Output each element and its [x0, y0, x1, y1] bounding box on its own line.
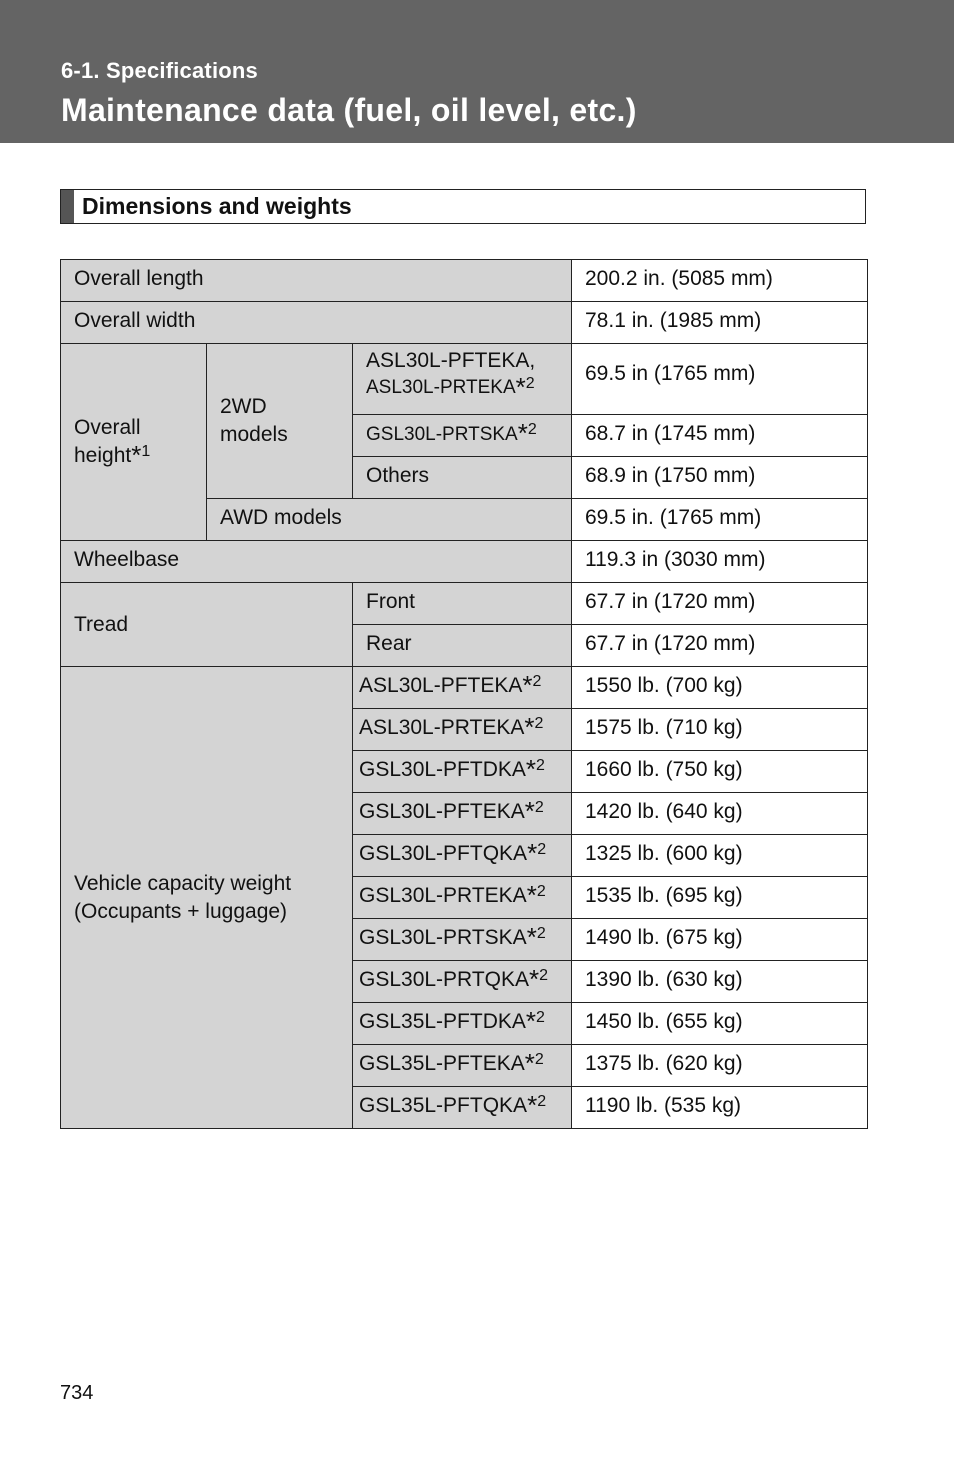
footnote-number: 2 — [525, 375, 535, 392]
model-code: GSL30L-PFTEKA — [359, 800, 525, 823]
capacity-weight-label — [61, 667, 353, 1129]
capacity-model-cell — [353, 709, 572, 751]
footnote-number: 2 — [537, 1093, 547, 1110]
footnote-number: 2 — [536, 1009, 545, 1026]
footnote-number: 1 — [141, 443, 151, 460]
model-code: GSL30L-PRTQKA — [359, 968, 530, 991]
footnote-mark: * — [526, 880, 537, 910]
height-model-cell — [353, 415, 572, 457]
awd-label: AWD models — [207, 499, 572, 541]
footnote-number: 2 — [536, 883, 546, 900]
table-row — [61, 344, 868, 415]
height-model-cell: Others — [353, 457, 572, 499]
capacity-value: 1325 lb. (600 kg) — [572, 835, 868, 877]
capacity-value: 1375 lb. (620 kg) — [572, 1045, 868, 1087]
footnote-mark: * — [517, 418, 528, 448]
footnote-mark: * — [525, 754, 537, 784]
two-wd-label: 2WD models — [207, 344, 353, 499]
footnote-number: 2 — [534, 715, 544, 732]
capacity-label-line2: (Occupants + luggage) — [74, 899, 288, 923]
capacity-value: 1535 lb. (695 kg) — [572, 877, 868, 919]
model-code: GSL35L-PFTQKA — [359, 1094, 528, 1117]
footnote-number: 2 — [536, 757, 545, 774]
height-value: 69.5 in (1765 mm) — [572, 344, 868, 415]
footnote-mark: * — [524, 712, 535, 742]
capacity-value: 1420 lb. (640 kg) — [572, 793, 868, 835]
dimensions-table — [60, 259, 868, 1129]
section-number: 6-1. Specifications — [61, 58, 258, 83]
model-code: ASL30L-PRTEKA — [359, 716, 525, 739]
footnote-number: 2 — [534, 799, 544, 816]
footnote-mark: * — [522, 670, 533, 700]
footnote-mark: * — [525, 1006, 537, 1036]
overall-length-value: 200.2 in. (5085 mm) — [572, 260, 868, 302]
tread-front-label: Front — [353, 583, 572, 625]
subheading-bar — [61, 190, 74, 223]
footnote-mark: * — [529, 964, 540, 994]
capacity-model-cell — [353, 877, 572, 919]
capacity-model-cell — [353, 919, 572, 961]
footnote-mark: * — [524, 1048, 535, 1078]
footnote-number: 2 — [537, 841, 547, 858]
model-code: ASL30L-PFTEKA, — [366, 349, 536, 372]
capacity-value: 1390 lb. (630 kg) — [572, 961, 868, 1003]
overall-height-text: Overall height — [74, 416, 141, 467]
height-model-cell — [353, 344, 572, 415]
model-code: ASL30L-PRTEKA — [366, 377, 516, 398]
height-value: 68.9 in (1750 mm) — [572, 457, 868, 499]
subheading-box — [60, 189, 866, 224]
capacity-value: 1490 lb. (675 kg) — [572, 919, 868, 961]
table-row — [61, 583, 868, 625]
capacity-model-cell — [353, 1003, 572, 1045]
table-row — [61, 302, 868, 344]
overall-length-label: Overall length — [61, 260, 572, 302]
tread-label: Tread — [61, 583, 353, 667]
page-title: Maintenance data (fuel, oil level, etc.) — [61, 92, 637, 128]
footnote-number: 2 — [534, 1051, 544, 1068]
footnote-mark: * — [131, 440, 142, 470]
capacity-value: 1550 lb. (700 kg) — [572, 667, 868, 709]
capacity-value: 1660 lb. (750 kg) — [572, 751, 868, 793]
capacity-value: 1190 lb. (535 kg) — [572, 1087, 868, 1129]
footnote-number: 2 — [536, 925, 546, 942]
wheelbase-value: 119.3 in (3030 mm) — [572, 541, 868, 583]
overall-width-label: Overall width — [61, 302, 572, 344]
capacity-label-line1: Vehicle capacity weight — [74, 871, 292, 895]
tread-rear-value: 67.7 in (1720 mm) — [572, 625, 868, 667]
model-code: GSL35L-PFTEKA — [359, 1052, 525, 1075]
subheading-title: Dimensions and weights — [82, 193, 352, 219]
capacity-value: 1575 lb. (710 kg) — [572, 709, 868, 751]
overall-height-label — [61, 344, 207, 541]
footnote-number: 2 — [539, 967, 549, 984]
model-code: GSL30L-PRTSKA — [366, 424, 518, 445]
height-value: 68.7 in (1745 mm) — [572, 415, 868, 457]
table-row — [61, 541, 868, 583]
overall-width-value: 78.1 in. (1985 mm) — [572, 302, 868, 344]
model-code: GSL30L-PRTSKA — [359, 926, 527, 949]
table-row — [61, 260, 868, 302]
footnote-mark: * — [515, 372, 526, 402]
capacity-model-cell — [353, 751, 572, 793]
page-number: 734 — [60, 1382, 94, 1404]
footnote-mark: * — [527, 838, 538, 868]
capacity-model-cell — [353, 1087, 572, 1129]
model-code: GSL30L-PFTQKA — [359, 842, 528, 865]
model-code: ASL30L-PFTEKA — [359, 674, 523, 697]
model-code: GSL30L-PFTDKA — [359, 758, 526, 781]
tread-front-value: 67.7 in (1720 mm) — [572, 583, 868, 625]
page-header — [0, 0, 954, 143]
table-row — [61, 667, 868, 709]
capacity-value: 1450 lb. (655 kg) — [572, 1003, 868, 1045]
tread-rear-label: Rear — [353, 625, 572, 667]
awd-value: 69.5 in. (1765 mm) — [572, 499, 868, 541]
footnote-mark: * — [524, 796, 535, 826]
model-code: GSL30L-PRTEKA — [359, 884, 527, 907]
footnote-number: 2 — [532, 673, 542, 690]
footnote-mark: * — [527, 1090, 538, 1120]
model-code: GSL35L-PFTDKA — [359, 1010, 526, 1033]
footnote-number: 2 — [527, 421, 537, 438]
capacity-model-cell — [353, 835, 572, 877]
footnote-mark: * — [526, 922, 537, 952]
capacity-model-cell — [353, 961, 572, 1003]
capacity-model-cell — [353, 667, 572, 709]
wheelbase-label: Wheelbase — [61, 541, 572, 583]
capacity-model-cell — [353, 1045, 572, 1087]
capacity-model-cell — [353, 793, 572, 835]
